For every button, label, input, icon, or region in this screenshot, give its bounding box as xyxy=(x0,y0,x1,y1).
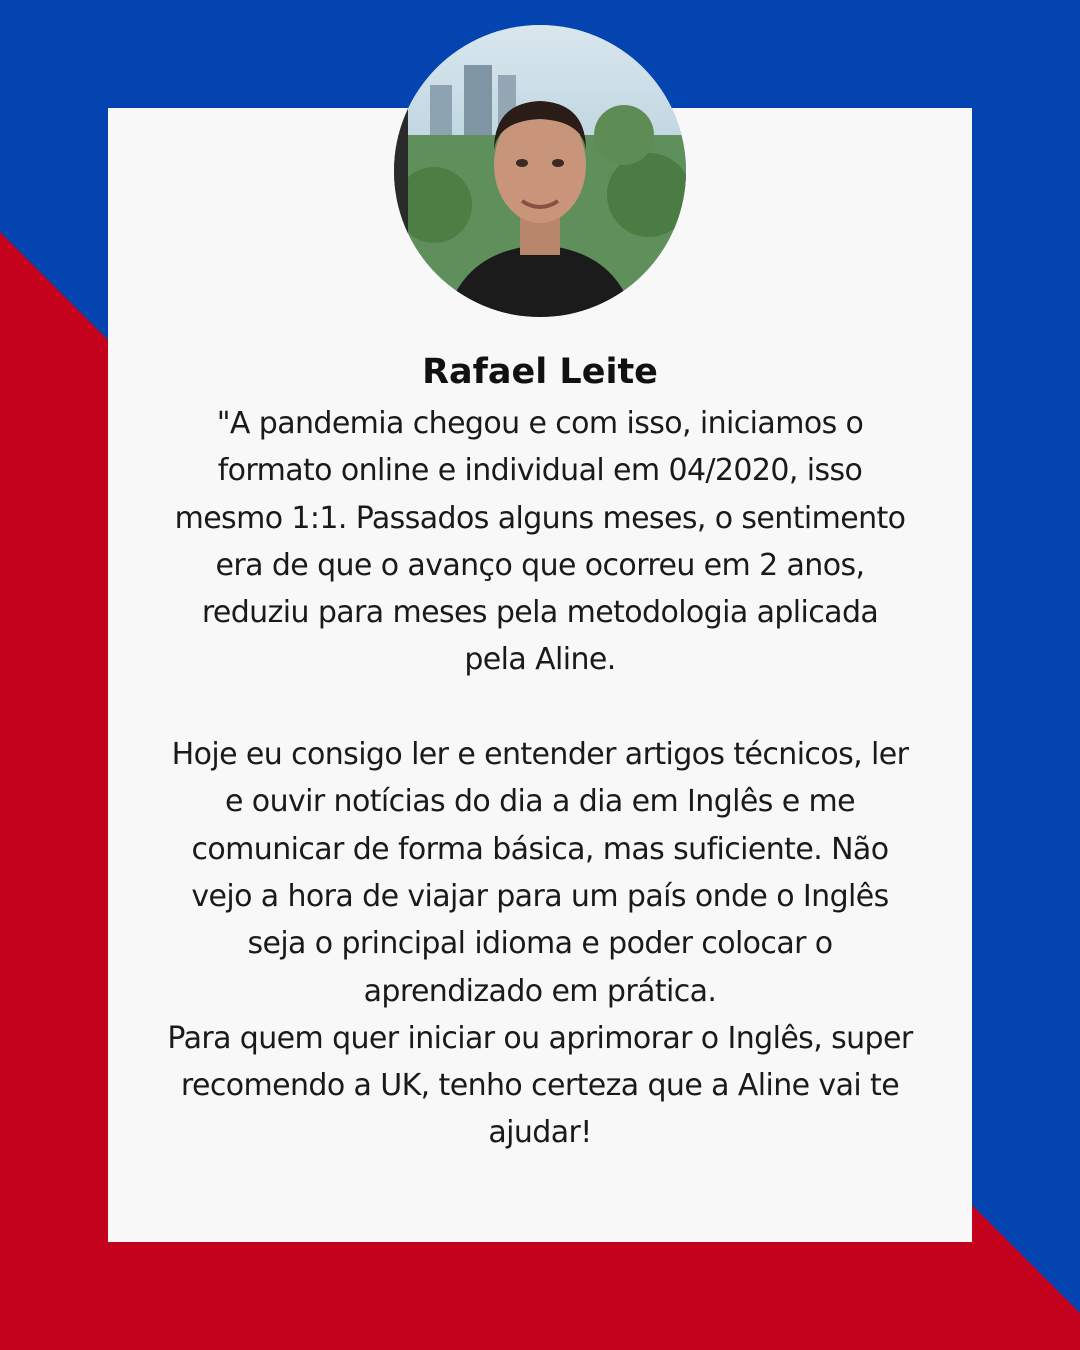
paragraph-gap xyxy=(130,684,950,731)
person-photo-icon xyxy=(394,25,686,317)
quote-line: Hoje eu consigo ler e entender artigos técnicos, ler xyxy=(171,737,909,773)
quote-line: vejo a hora de viajar para um país onde o Inglês xyxy=(191,878,889,914)
quote-line: Para quem quer iniciar ou aprimorar o Inglês, super xyxy=(167,1020,913,1056)
quote-line: comunicar de forma básica, mas suficiente. Não xyxy=(191,831,889,867)
testimonial-quote xyxy=(130,400,950,1157)
quote-line: formato online e individual em 04/2020, isso xyxy=(217,453,863,489)
quote-line: pela Aline. xyxy=(464,642,616,678)
person-name: Rafael Leite xyxy=(422,352,658,392)
quote-line: mesmo 1:1. Passados alguns meses, o sentimento xyxy=(174,500,906,536)
quote-line: aprendizado em prática. xyxy=(363,973,717,1009)
quote-line: era de que o avanço que ocorreu em 2 anos, xyxy=(215,547,865,583)
quote-line: ajudar! xyxy=(488,1115,592,1151)
quote-line: recomendo a UK, tenho certeza que a Aline vai te xyxy=(180,1068,900,1104)
quote-line: seja o principal idioma e poder colocar o xyxy=(247,926,833,962)
avatar xyxy=(394,25,686,317)
quote-line: "A pandemia chegou e com isso, iniciamos o xyxy=(216,406,864,441)
quote-line: e ouvir notícias do dia a dia em Inglês e me xyxy=(225,784,855,820)
quote-line: reduziu para meses pela metodologia aplicada xyxy=(201,595,879,631)
